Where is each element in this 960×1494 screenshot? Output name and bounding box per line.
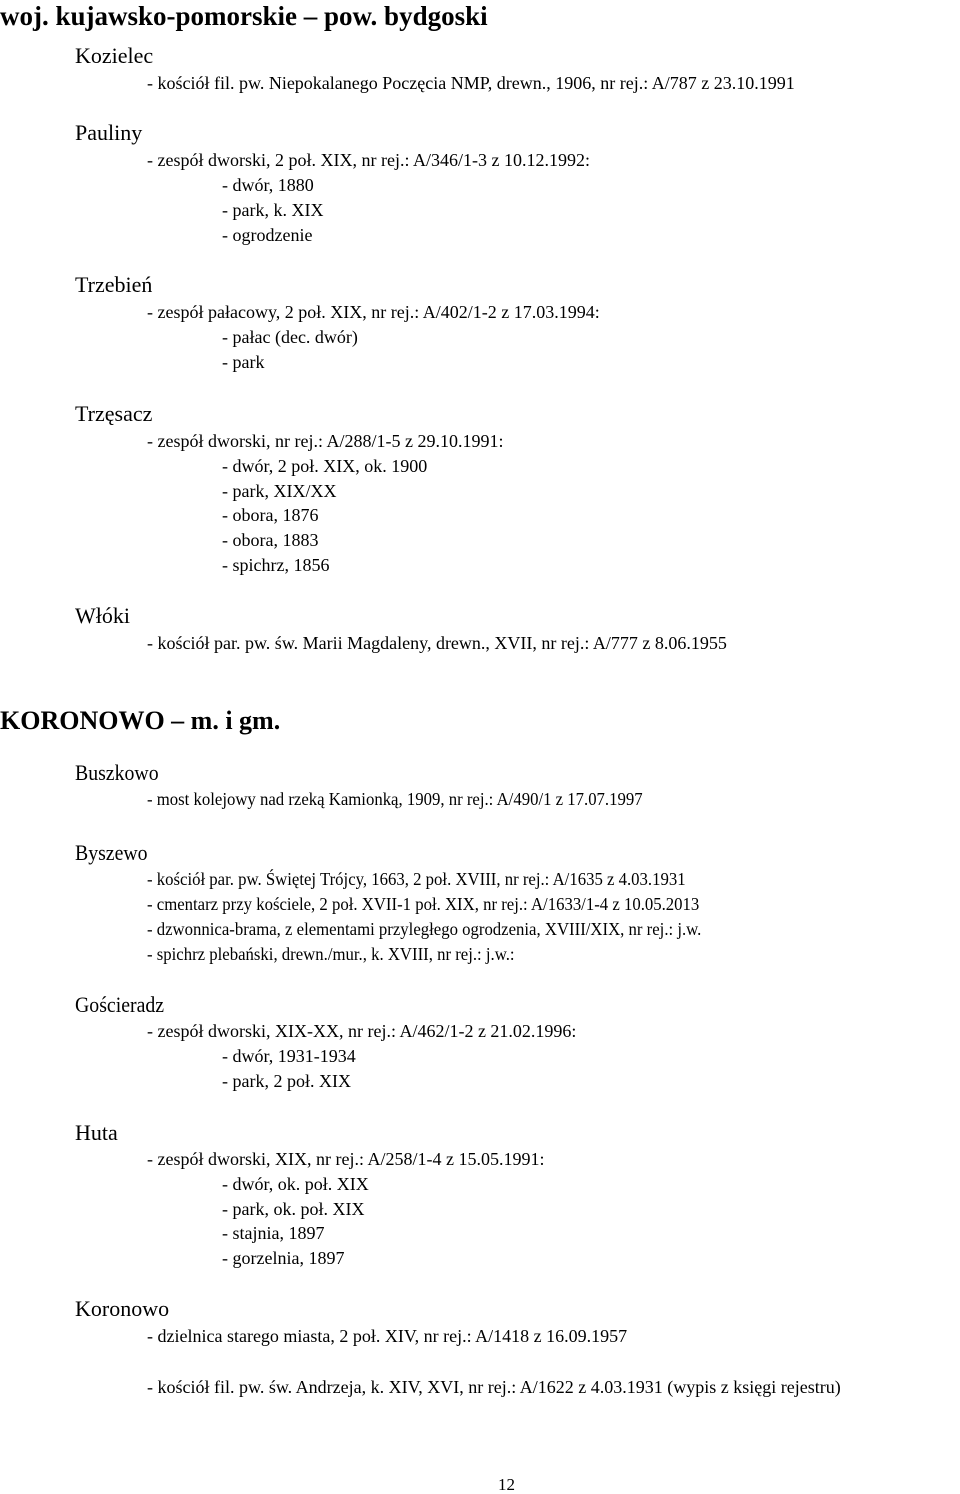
register-sub-entry: - dwór, 1880 (222, 175, 314, 195)
register-entry: - zespół dworski, XIX, nr rej.: A/258/1-4 z 15.05.1991: (147, 1149, 545, 1169)
register-sub-entry: - gorzelnia, 1897 (222, 1248, 345, 1268)
register-sub-entry: - pałac (dec. dwór) (222, 327, 358, 347)
register-entry: - kościół fil. pw. Niepokalanego Poczęcia NMP, drewn., 1906, nr rej.: A/787 z 23.10.1991 (147, 73, 795, 93)
register-entry: - kościół fil. pw. św. Andrzeja, k. XIV, XVI, nr rej.: A/1622 z 4.03.1931 (wypis z księgi rejestru) (147, 1377, 841, 1397)
register-sub-entry: - dwór, 1931-1934 (222, 1046, 356, 1066)
register-entry: - kościół par. pw. Świętej Trójcy, 1663, 2 poł. XVIII, nr rej.: A/1635 z 4.03.1931 (147, 869, 686, 889)
register-entry: - zespół dworski, nr rej.: A/288/1-5 z 29.10.1991: (147, 431, 504, 451)
register-entry: - zespół dworski, XIX-XX, nr rej.: A/462/1-2 z 21.02.1996: (147, 1021, 577, 1041)
locality-name-trzesacz: Trzęsacz (75, 401, 153, 426)
register-entry: - most kolejowy nad rzeką Kamionką, 1909, nr rej.: A/490/1 z 17.07.1997 (147, 789, 643, 809)
register-entry: - dzielnica starego miasta, 2 poł. XIV, nr rej.: A/1418 z 16.09.1957 (147, 1326, 628, 1346)
locality-name-pauliny: Pauliny (75, 120, 143, 145)
register-sub-entry: - park, XIX/XX (222, 481, 337, 501)
register-sub-entry: - park (222, 352, 265, 372)
register-sub-entry: - obora, 1876 (222, 505, 319, 525)
register-sub-entry: - stajnia, 1897 (222, 1223, 325, 1243)
locality-name-goscieradz: Gościeradz (75, 992, 165, 1017)
register-sub-entry: - dwór, 2 poł. XIX, ok. 1900 (222, 456, 428, 476)
page-number: 12 (498, 1475, 515, 1494)
register-sub-entry: - park, 2 poł. XIX (222, 1071, 351, 1091)
register-sub-entry: - obora, 1883 (222, 530, 319, 550)
locality-name-trzebien: Trzebień (75, 272, 153, 297)
register-entry: - zespół pałacowy, 2 poł. XIX, nr rej.: A/402/1-2 z 17.03.1994: (147, 302, 600, 322)
register-entry: - zespół dworski, 2 poł. XIX, nr rej.: A/346/1-3 z 10.12.1992: (147, 150, 590, 170)
register-entry: - cmentarz przy kościele, 2 poł. XVII-1 poł. XIX, nr rej.: A/1633/1-4 z 10.05.2013 (147, 894, 700, 914)
locality-name-koronowo: Koronowo (75, 1296, 170, 1321)
register-sub-entry: - park, k. XIX (222, 200, 324, 220)
register-sub-entry: - dwór, ok. poł. XIX (222, 1174, 369, 1194)
register-sub-entry: - park, ok. poł. XIX (222, 1199, 365, 1219)
register-entry: - kościół par. pw. św. Marii Magdaleny, drewn., XVII, nr rej.: A/777 z 8.06.1955 (147, 633, 727, 653)
section-heading-koronowo: KORONOWO – m. i gm. (0, 706, 281, 735)
locality-name-buszkowo: Buszkowo (75, 760, 159, 785)
register-entry: - dzwonnica-brama, z elementami przyległego ogrodzenia, XVIII/XIX, nr rej.: j.w. (147, 919, 702, 939)
register-entry: - spichrz plebański, drewn./mur., k. XVIII, nr rej.: j.w.: (147, 944, 515, 964)
register-sub-entry: - spichrz, 1856 (222, 555, 330, 575)
locality-name-kozielec: Kozielec (75, 43, 154, 68)
register-sub-entry: - ogrodzenie (222, 225, 313, 245)
locality-name-huta: Huta (75, 1120, 118, 1145)
locality-name-byszewo: Byszewo (75, 840, 148, 865)
locality-name-wloki: Włóki (75, 603, 130, 628)
section-heading-powiat-bydgoski: woj. kujawsko-pomorskie – pow. bydgoski (0, 1, 488, 31)
